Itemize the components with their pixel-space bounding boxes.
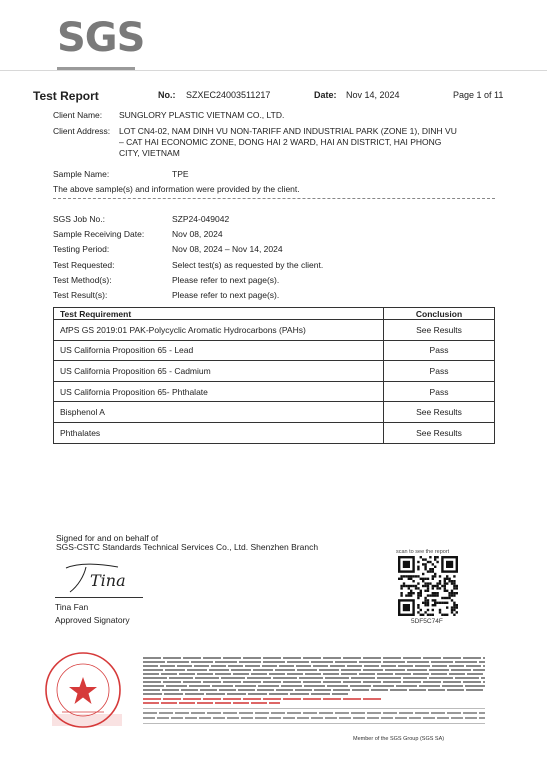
legal-fine-print: [143, 657, 485, 729]
signed-for: Signed for and on behalf of: [56, 533, 159, 543]
test-requirement-cell: Bisphenol A: [54, 402, 384, 423]
client-name-label: Client Name:: [53, 110, 103, 120]
handwritten-signature: [60, 558, 140, 596]
job-info-value: Nov 08, 2024: [172, 229, 223, 240]
report-date-label: Date:: [314, 90, 337, 100]
test-requirement-cell: Phthalates: [54, 422, 384, 443]
job-info-value: Select test(s) as requested by the client.: [172, 259, 324, 270]
table-row: [54, 361, 495, 382]
sample-name-value: TPE: [172, 169, 189, 179]
job-info-label: Testing Period:: [53, 244, 110, 255]
client-address-line1: LOT CN4-02, NAM DINH VU NON-TARIFF AND INDUSTRIAL PARK (ZONE 1), DINH VU: [119, 126, 457, 136]
conclusion-cell: Pass: [384, 361, 495, 382]
conclusion-cell: See Results: [384, 402, 495, 423]
sgs-logo: [57, 15, 145, 68]
table-row: [54, 320, 495, 341]
svg-text:Tina: Tina: [90, 571, 126, 590]
job-info-value: Please refer to next page(s).: [172, 290, 280, 300]
col-conclusion: Conclusion: [384, 308, 495, 320]
job-info-label: Test Requested:: [53, 259, 115, 270]
signing-company: SGS-CSTC Standards Technical Services Co., Ltd. Shenzhen Branch: [56, 542, 319, 552]
test-requirement-table: [53, 307, 495, 444]
report-no-label: No.:: [158, 90, 176, 100]
conclusion-cell: See Results: [384, 422, 495, 443]
report-date-value: Nov 14, 2024: [346, 90, 400, 100]
job-info-label: Test Result(s):: [53, 290, 108, 300]
client-name-value: SUNGLORY PLASTIC VIETNAM CO., LTD.: [119, 110, 285, 120]
header-divider: [0, 70, 547, 71]
client-address-label: Client Address:: [53, 126, 111, 136]
job-info-label: Sample Receiving Date:: [53, 229, 145, 240]
report-no-value: SZXEC24003511217: [186, 90, 271, 100]
job-info-label: Test Method(s):: [53, 274, 112, 285]
job-info-value: Please refer to next page(s).: [172, 274, 280, 285]
qr-code-icon[interactable]: [398, 556, 458, 616]
client-address-line2: – CAT HAI ECONOMIC ZONE, DONG HAI 2 WARD, HAI AN DISTRICT, HAI PHONG: [119, 137, 442, 147]
test-requirement-cell: US California Proposition 65- Phthalate: [54, 381, 384, 402]
sample-name-label: Sample Name:: [53, 169, 110, 179]
table-row: [54, 422, 495, 443]
sample-note: The above sample(s) and information were provided by the client.: [53, 184, 300, 194]
test-requirement-cell: AfPS GS 2019:01 PAK-Polycyclic Aromatic Hydrocarbons (PAHs): [54, 320, 384, 341]
signatory-name: Tina Fan: [55, 602, 89, 612]
col-test-requirement: Test Requirement: [54, 308, 384, 320]
table-row: [54, 402, 495, 423]
stamp-smudge: [52, 714, 122, 726]
test-requirement-cell: US California Proposition 65 - Cadmium: [54, 361, 384, 382]
logo-text: SGS: [57, 15, 145, 61]
sgs-group-member: Member of the SGS Group (SGS SA): [353, 736, 445, 742]
signatory-role: Approved Signatory: [55, 615, 130, 625]
signature-line: [55, 597, 143, 598]
page-number: Page 1 of 11: [453, 90, 504, 100]
table-row: [54, 381, 495, 402]
section-divider: [53, 198, 495, 199]
table-row: [54, 340, 495, 361]
conclusion-cell: See Results: [384, 320, 495, 341]
report-title: Test Report: [33, 89, 99, 103]
job-info-value: SZP24-049042: [172, 214, 230, 224]
qr-code-text: 5DF5C74F: [411, 618, 443, 625]
job-info-value: Nov 08, 2024 – Nov 14, 2024: [172, 244, 283, 255]
qr-caption: scan to see the report: [396, 549, 450, 555]
client-address-line3: CITY, VIETNAM: [119, 148, 180, 158]
test-requirement-cell: US California Proposition 65 - Lead: [54, 340, 384, 361]
conclusion-cell: Pass: [384, 381, 495, 402]
table-header-row: [54, 308, 495, 320]
job-info-label: SGS Job No.:: [53, 214, 105, 224]
conclusion-cell: Pass: [384, 340, 495, 361]
